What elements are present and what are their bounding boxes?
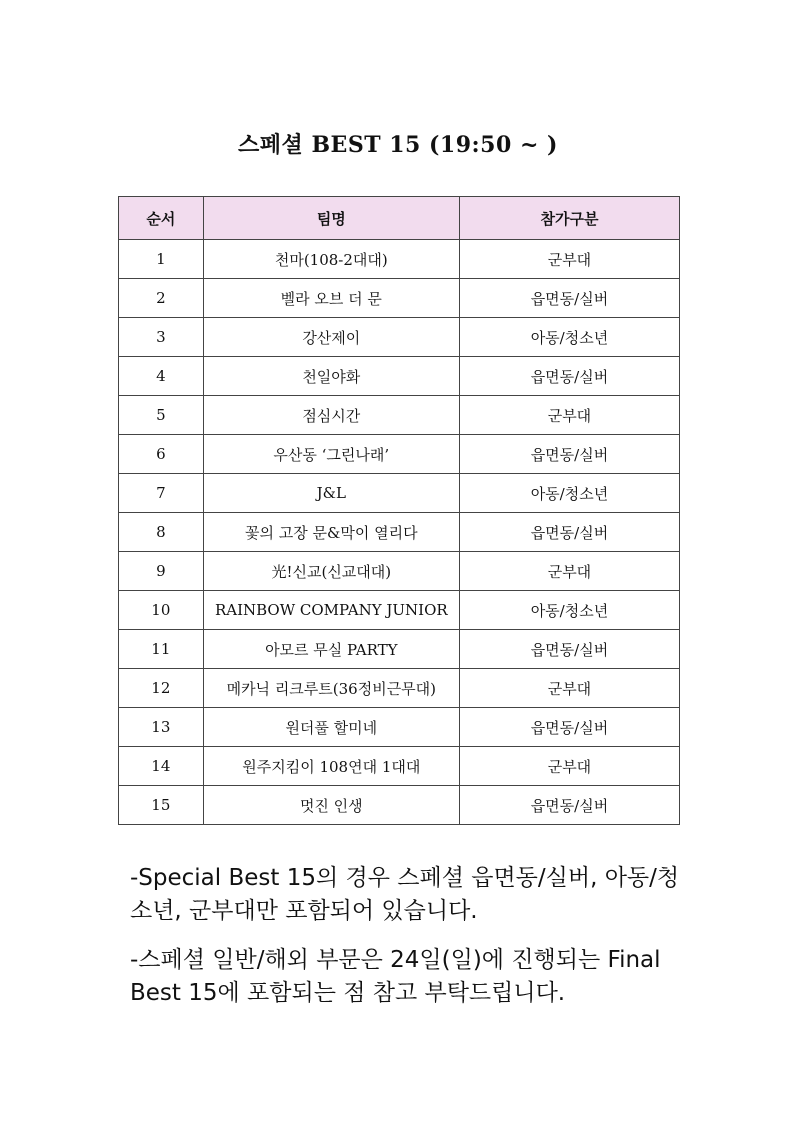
cell-category: 군부대 [459, 396, 679, 435]
header-order: 순서 [119, 197, 204, 240]
cell-team: RAINBOW COMPANY JUNIOR [203, 591, 459, 630]
table-row [119, 357, 680, 396]
cell-team: 멋진 인생 [203, 786, 459, 825]
table-row [119, 708, 680, 747]
cell-category: 군부대 [459, 747, 679, 786]
cell-category: 읍면동/실버 [459, 786, 679, 825]
table-row [119, 435, 680, 474]
cell-order: 13 [119, 708, 204, 747]
cell-order: 2 [119, 279, 204, 318]
cell-team: 꽃의 고장 문&막이 열리다 [203, 513, 459, 552]
table-row [119, 630, 680, 669]
cell-order: 8 [119, 513, 204, 552]
cell-team: 벨라 오브 더 문 [203, 279, 459, 318]
cell-order: 6 [119, 435, 204, 474]
table-header-row [119, 197, 680, 240]
table-row [119, 513, 680, 552]
cell-order: 11 [119, 630, 204, 669]
cell-order: 10 [119, 591, 204, 630]
cell-order: 1 [119, 240, 204, 279]
cell-team: 光!신교(신교대대) [203, 552, 459, 591]
table-row [119, 279, 680, 318]
cell-category: 읍면동/실버 [459, 708, 679, 747]
cell-category: 읍면동/실버 [459, 279, 679, 318]
page-title: 스페셜 BEST 15 (19:50 ~ ) [238, 132, 558, 158]
cell-category: 아동/청소년 [459, 474, 679, 513]
table-row [119, 552, 680, 591]
header-category: 참가구분 [459, 197, 679, 240]
note-special-best: -Special Best 15의 경우 스페셜 읍면동/실버, 아동/청소년, 군부대만 포함되어 있습니다. [130, 865, 680, 924]
best15-table [118, 196, 680, 825]
cell-team: 점심시간 [203, 396, 459, 435]
cell-category: 읍면동/실버 [459, 435, 679, 474]
table-row [119, 396, 680, 435]
cell-team: 메카닉 리크루트(36정비근무대) [203, 669, 459, 708]
cell-team: 원주지킴이 108연대 1대대 [203, 747, 459, 786]
cell-order: 7 [119, 474, 204, 513]
cell-category: 군부대 [459, 240, 679, 279]
cell-category: 아동/청소년 [459, 318, 679, 357]
cell-category: 군부대 [459, 552, 679, 591]
cell-category: 읍면동/실버 [459, 630, 679, 669]
cell-category: 아동/청소년 [459, 591, 679, 630]
cell-team: 천마(108-2대대) [203, 240, 459, 279]
cell-team: J&L [203, 474, 459, 513]
cell-team: 원더풀 할미네 [203, 708, 459, 747]
header-team: 팀명 [203, 197, 459, 240]
cell-category: 읍면동/실버 [459, 513, 679, 552]
cell-order: 14 [119, 747, 204, 786]
cell-order: 5 [119, 396, 204, 435]
table-row [119, 747, 680, 786]
cell-order: 9 [119, 552, 204, 591]
cell-order: 4 [119, 357, 204, 396]
cell-team: 우산동 ‘그린나래’ [203, 435, 459, 474]
cell-team: 강산제이 [203, 318, 459, 357]
cell-category: 읍면동/실버 [459, 357, 679, 396]
cell-team: 천일야화 [203, 357, 459, 396]
note-final-best: -스페셜 일반/해외 부문은 24일(일)에 진행되는 Final Best 15에 포함되는 점 참고 부탁드립니다. [130, 947, 661, 1006]
table-row [119, 786, 680, 825]
table-row [119, 591, 680, 630]
cell-order: 12 [119, 669, 204, 708]
table-row [119, 240, 680, 279]
notes-section [130, 862, 690, 1026]
table-row [119, 474, 680, 513]
cell-category: 군부대 [459, 669, 679, 708]
cell-order: 3 [119, 318, 204, 357]
table-row [119, 318, 680, 357]
table-row [119, 669, 680, 708]
cell-order: 15 [119, 786, 204, 825]
cell-team: 아모르 무실 PARTY [203, 630, 459, 669]
